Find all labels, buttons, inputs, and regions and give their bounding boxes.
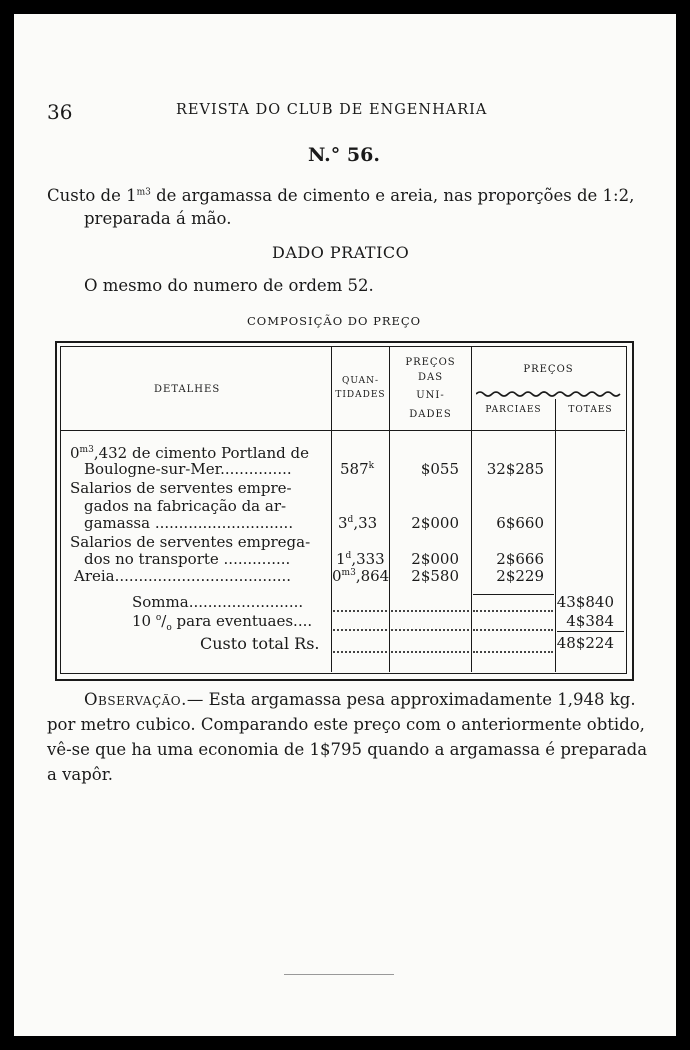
eventual-leader-3 [473, 627, 553, 631]
row2-quantity: 3$^d$,33 [338, 514, 378, 532]
somma-leader-2 [391, 608, 469, 612]
row1-detail-line1: $0^{m3},432$ de cimento Portland de [70, 444, 309, 462]
row2-detail-line3: gamassa ............................. [84, 514, 294, 532]
col-divider-3 [471, 347, 472, 672]
eventual-leader-2 [391, 627, 469, 631]
col-divider-4 [555, 399, 556, 672]
row4-detail: Areia..................................... [74, 567, 292, 585]
observation-line4: a vapôr. [47, 765, 114, 784]
header-prices: PREÇOS [523, 364, 574, 375]
row2-partial-price: 6$660 [496, 514, 544, 532]
eventual-label: 10 $^o/_o$ para eventuaes.... [132, 612, 313, 633]
entry-number: N.° 56. [308, 144, 380, 166]
brace-ornament [476, 390, 624, 398]
row4-quantity: $0^{m3},864$ [332, 567, 390, 585]
row2-detail-line1: Salarios de serventes empre- [70, 479, 292, 497]
row1-unit-price: $055 [420, 460, 459, 478]
header-unit-3: UNI- [416, 390, 445, 401]
section-title-composicao: COMPOSIÇÃO DO PREÇO [247, 314, 422, 328]
row1-detail-line2: Boulogne-sur-Mer............... [84, 460, 292, 478]
row4-unit-price: 2$580 [411, 567, 459, 585]
observation-label: Observação. [84, 690, 187, 709]
section-text: O mesmo do numero de ordem 52. [84, 276, 374, 295]
header-total: TOTAES [568, 405, 613, 415]
custo-leader-2 [391, 649, 469, 653]
observation-line2: por metro cubico. Comparando este preço com o anteriormente obtido, [47, 715, 645, 734]
journal-title: REVISTA DO CLUB DE ENGENHARIA [176, 102, 488, 118]
somma-total: 43$840 [556, 593, 614, 611]
section-title-dado-pratico: DADO PRATICO [272, 243, 410, 262]
somma-leader-3 [473, 608, 553, 612]
header-unit-4: DADES [409, 409, 452, 420]
observation-text: — Esta argamassa pesa approximadamente 1,948 kg. [186, 690, 636, 709]
custo-leader-1 [333, 649, 387, 653]
header-divider [61, 430, 625, 431]
row1-partial-price: 32$285 [486, 460, 544, 478]
observation-line1 [84, 690, 636, 709]
page-number: 36 [47, 100, 73, 124]
intro-line-1: Custo de $1^{m3}$ de argamassa de cimento e areia, nas proporções de 1:2, [47, 186, 635, 205]
row3-partial-price: 2$666 [496, 550, 544, 568]
eventual-leader-1 [333, 627, 387, 631]
footer-rule [284, 974, 394, 975]
row3-detail-line2: dos no transporte .............. [84, 550, 291, 568]
somma-leader-1 [333, 608, 387, 612]
custo-label: Custo total Rs. [200, 634, 320, 653]
row2-unit-price: 2$000 [411, 514, 459, 532]
header-partial: PARCIAES [485, 405, 542, 415]
header-qty-2: TIDADES [335, 390, 386, 400]
row3-detail-line1: Salarios de serventes emprega- [70, 533, 311, 551]
row4-partial-price: 2$229 [496, 567, 544, 585]
somma-label: Somma........................ [132, 593, 304, 611]
header-qty-1: QUAN- [341, 376, 380, 386]
total-underline [557, 631, 624, 632]
row3-quantity: 1$^d$,333 [336, 550, 385, 568]
header-details: DETALHES [154, 384, 221, 395]
row2-detail-line2: gados na fabricação da ar- [84, 497, 287, 515]
custo-total: 48$224 [556, 634, 614, 652]
header-unit-2: DAS [417, 372, 444, 383]
eventual-total: 4$384 [566, 612, 614, 630]
custo-leader-3 [473, 649, 553, 653]
subtotal-underline [473, 594, 554, 595]
row1-quantity: 587$^k$ [340, 460, 375, 478]
page [14, 14, 676, 1036]
intro-line-2: preparada á mão. [84, 209, 232, 228]
header-unit-1: PREÇOS [405, 357, 456, 368]
row3-unit-price: 2$000 [411, 550, 459, 568]
observation-line3: vê-se que ha uma economia de 1$795 quando a argamassa é preparada [47, 740, 648, 759]
